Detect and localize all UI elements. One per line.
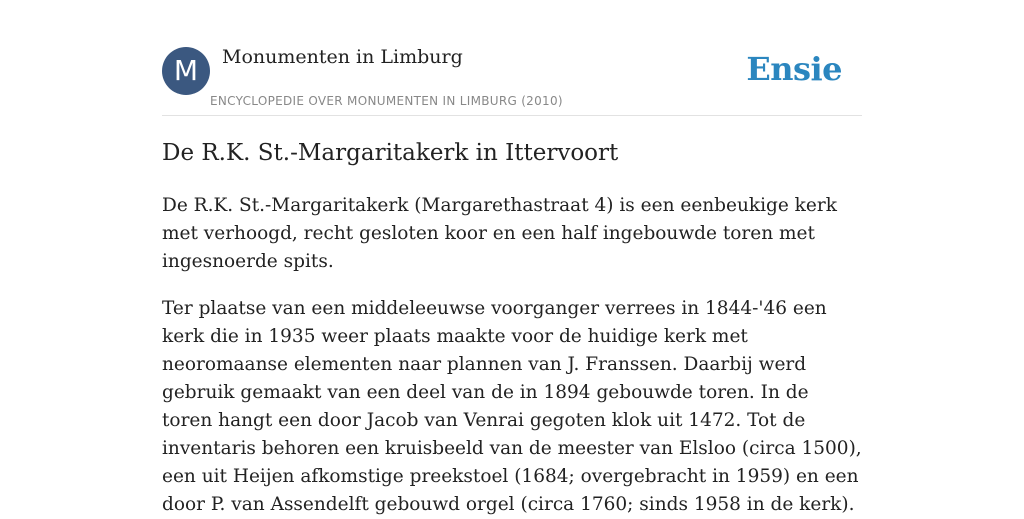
article-paragraph-1: De R.K. St.-Margaritakerk (Margarethastraat 4) is een eenbeukige kerk met verhoogd, recht gesloten koor en een half ingebouwde toren met ingesnoerde spits. (162, 195, 837, 272)
article-paragraph-2: Ter plaatse van een middeleeuwse voorganger verrees in 1844-'46 een kerk die in 1935 weer plaats maakte voor de huidige kerk met neoromaanse elementen naar plannen van J. Franssen. Daarbij werd gebruik gemaakt van een deel van de in 1894 gebouwde toren. In de toren hangt een door Jacob van Venrai gegoten klok uit 1472. Tot de inventaris behoren een kruisbeeld van de meester van Elsloo (circa 1500), een uit Heijen afkomstige preekstoel (1684; overgebracht in 1959) en een door P. van Assendelft gebouwd orgel (circa 1760; sinds 1958 in de kerk). (162, 298, 862, 515)
source-avatar[interactable]: M (162, 47, 210, 95)
header-divider (162, 115, 862, 116)
article-title: De R.K. St.-Margaritakerk in Ittervoort (162, 140, 619, 166)
source-subtitle: ENCYCLOPEDIE OVER MONUMENTEN IN LIMBURG (2010) (210, 94, 563, 108)
source-title-link[interactable]: Monumenten in Limburg (222, 46, 463, 68)
ensie-logo[interactable]: Ensie (746, 50, 842, 88)
